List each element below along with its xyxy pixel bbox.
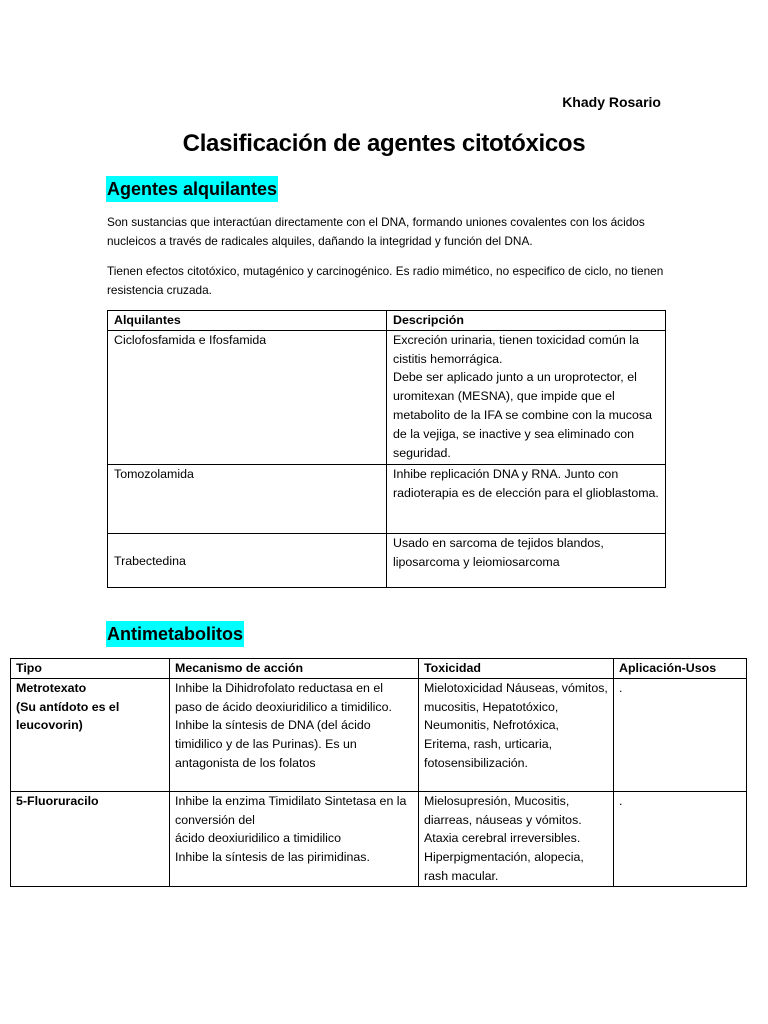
column-header-alquilantes: Alquilantes bbox=[108, 311, 387, 331]
alquilantes-paragraph-1: Son sustancias que interactúan directamente con el DNA, formando uniones covalentes con los ácidos nucleicos a través de radicales alquiles, dañando la integridad y función del DNA. bbox=[107, 215, 645, 248]
author-name: Khady Rosario bbox=[562, 94, 661, 110]
drug-name-cell: Tomozolamida bbox=[108, 464, 387, 533]
column-header-toxicidad: Toxicidad bbox=[419, 659, 614, 679]
toxicidad-text: Hiperpigmentación, alopecia, rash macular. bbox=[424, 850, 584, 883]
table-row bbox=[108, 330, 666, 464]
section-heading-alquilantes: Agentes alquilantes bbox=[106, 176, 278, 202]
alquilantes-paragraph-2: Tienen efectos citotóxico, mutagénico y carcinogénico. Es radio mimético, no especifico de ciclo, no tienen resistencia cruzada. bbox=[107, 264, 664, 297]
toxicidad-text: Mielosupresión, Mucositis, diarreas, náuseas y vómitos. bbox=[424, 793, 582, 827]
document-title: Clasificación de agentes citotóxicos bbox=[182, 130, 586, 157]
tipo-cell: 5-Fluoruracilo bbox=[11, 791, 170, 886]
toxicidad-cell: Mielotoxicidad Náuseas, vómitos, mucositis, Hepatotóxico, Neumonitis, Nefrotóxica, Eritema, rash, urticaria, fotosensibilización. bbox=[419, 678, 614, 791]
description-text: Debe ser aplicado junto a un uroprotector, el uromitexan (MESNA), que impide que el metabolito de la IFA se combine con la mucosa de la vejiga, se inactive y sea eliminado con seguridad. bbox=[393, 370, 652, 460]
table-header-row bbox=[11, 659, 747, 679]
mecanismo-cell bbox=[170, 791, 419, 886]
column-header-descripcion: Descripción bbox=[387, 311, 666, 331]
mecanismo-text: Inhibe la Dihidrofolato reductasa en el paso de ácido deoxiuridilico a timidilico. bbox=[175, 680, 392, 714]
mecanismo-cell bbox=[170, 678, 419, 791]
antimetabolitos-table bbox=[10, 658, 747, 887]
column-header-tipo: Tipo bbox=[11, 659, 170, 679]
usos-cell: . bbox=[614, 791, 747, 886]
mecanismo-text: Inhibe la síntesis de DNA (del ácido timidilico y de las Purinas). Es un antagonista de los folatos bbox=[175, 718, 371, 770]
drug-name-cell: Trabectedina bbox=[108, 533, 387, 587]
table-row bbox=[11, 791, 747, 886]
description-cell: Usado en sarcoma de tejidos blandos, liposarcoma y leiomiosarcoma bbox=[387, 533, 666, 587]
table-row bbox=[108, 464, 666, 533]
mecanismo-text: Inhibe la síntesis de las pirimidinas. bbox=[175, 850, 370, 865]
usos-cell: . bbox=[614, 678, 747, 791]
description-text: Excreción urinaria, tienen toxicidad común la cistitis hemorrágica. bbox=[393, 332, 639, 366]
column-header-mecanismo: Mecanismo de acción bbox=[170, 659, 419, 679]
tipo-text: (Su antídoto es el leucovorin) bbox=[16, 699, 120, 733]
tipo-cell bbox=[11, 678, 170, 791]
description-cell bbox=[387, 330, 666, 464]
mecanismo-text: Inhibe la enzima Timidilato Sintetasa en la conversión del bbox=[175, 793, 407, 827]
table-row bbox=[11, 678, 747, 791]
description-cell: Inhibe replicación DNA y RNA. Junto con radioterapia es de elección para el glioblastoma. bbox=[387, 464, 666, 533]
table-row bbox=[108, 533, 666, 587]
column-header-usos: Aplicación-Usos bbox=[614, 659, 747, 679]
toxicidad-cell bbox=[419, 791, 614, 886]
alquilantes-table bbox=[107, 310, 666, 588]
mecanismo-text: ácido deoxiuridilico a timidilico bbox=[175, 831, 341, 846]
table-header-row bbox=[108, 311, 666, 331]
toxicidad-text: Ataxia cerebral irreversibles. bbox=[424, 831, 581, 846]
section-heading-antimetabolitos: Antimetabolitos bbox=[106, 621, 244, 647]
tipo-text: Metrotexato bbox=[16, 680, 87, 695]
drug-name-cell: Ciclofosfamida e Ifosfamida bbox=[108, 330, 387, 464]
